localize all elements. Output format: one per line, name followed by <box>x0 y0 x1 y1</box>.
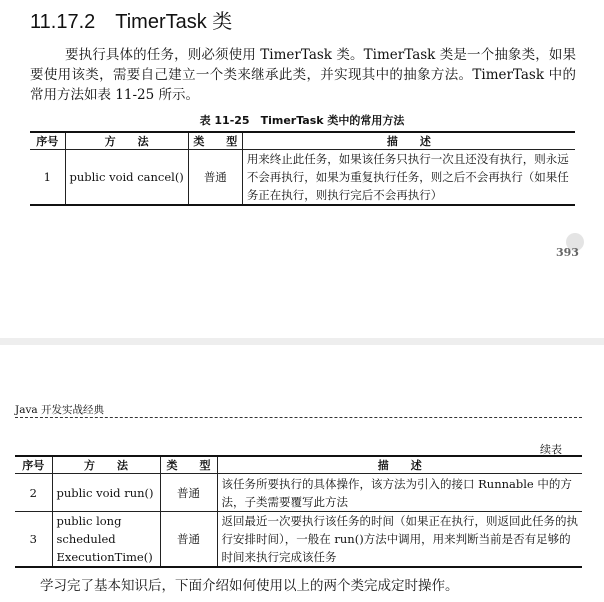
page-number: 393 <box>556 246 579 259</box>
table-row <box>30 150 575 206</box>
header-no: 序号 <box>30 132 65 150</box>
section-heading <box>30 5 252 34</box>
continued-label: 续表 <box>540 443 562 456</box>
cell-method: public void run() <box>52 474 160 512</box>
cell-no: 3 <box>15 512 52 568</box>
header-method: 方 法 <box>65 132 188 150</box>
cell-type: 普通 <box>160 512 217 568</box>
cell-desc: 用来终止此任务，如果该任务只执行一次且还没有执行，则永远不会再执行，如果为重复执行任务，则之后不会再执行（如果任务正在执行，则执行完后不会再执行） <box>242 150 575 206</box>
cell-method: public long scheduled ExecutionTime() <box>52 512 160 568</box>
methods-table <box>30 131 575 206</box>
header-type: 类 型 <box>160 456 217 474</box>
cell-no: 1 <box>30 150 65 206</box>
cell-desc: 该任务所要执行的具体操作，该方法为引入的接口 Runnable 中的方法，子类需要覆写此方法 <box>217 474 582 512</box>
methods-table-continued <box>15 455 582 568</box>
table-row <box>15 512 582 568</box>
table-caption: 表 11-25 TimerTask 类中的常用方法 <box>199 114 405 127</box>
cell-method: public void cancel() <box>65 150 188 206</box>
cell-type: 普通 <box>160 474 217 512</box>
header-no: 序号 <box>15 456 52 474</box>
header-type: 类 型 <box>188 132 242 150</box>
cell-desc: 返回最近一次要执行该任务的时间（如果正在执行，则返回此任务的执行安排时间），一般在 run()方法中调用，用来判断当前是否有足够的时间来执行完成该任务 <box>217 512 582 568</box>
header-desc: 描 述 <box>242 132 575 150</box>
closing-paragraph: 学习完了基本知识后，下面介绍如何使用以上的两个类完成定时操作。 <box>40 578 459 594</box>
running-header: Java 开发实战经典 <box>15 404 104 416</box>
header-rule <box>15 417 582 418</box>
section-title: TimerTask 类 <box>115 11 233 33</box>
header-desc: 描 述 <box>217 456 582 474</box>
intro-paragraph: 要执行具体的任务，则必须使用 TimerTask 类。TimerTask 类是一个抽象类，如果要使用该类，需要自己建立一个类来继承此类，并实现其中的抽象方法。TimerTask 中的常用方法如表 11-25 所示。 <box>30 47 576 103</box>
section-number: 11.17.2 <box>30 11 96 33</box>
cell-no: 2 <box>15 474 52 512</box>
cell-type: 普通 <box>188 150 242 206</box>
page-separator <box>0 338 604 345</box>
header-method: 方 法 <box>52 456 160 474</box>
table-row <box>15 474 582 512</box>
